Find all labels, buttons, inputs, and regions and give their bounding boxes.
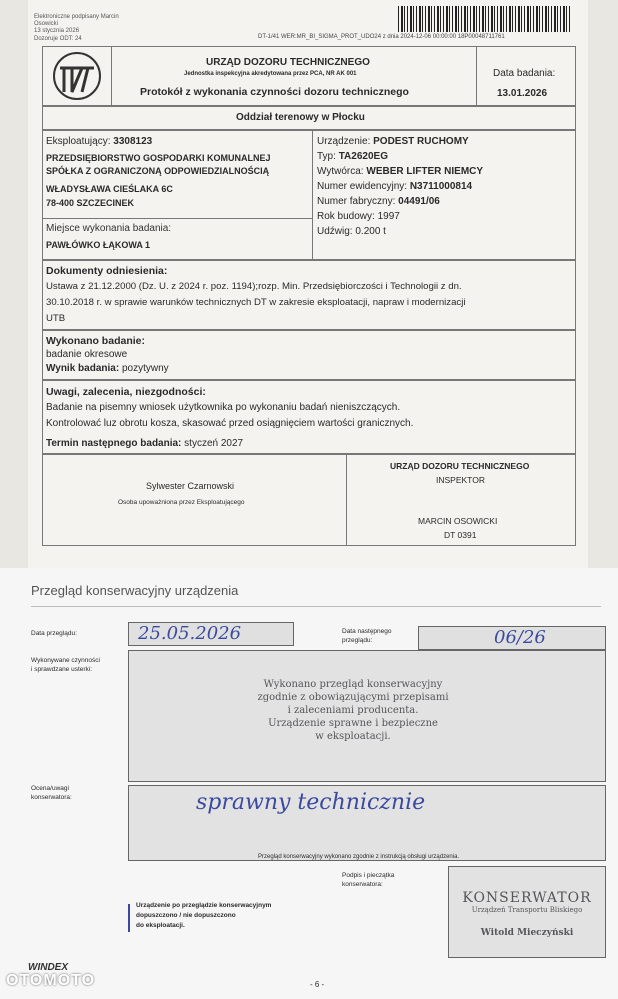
sign-label-2: konserwatora: (342, 881, 383, 888)
logo-cell (42, 46, 112, 106)
admitted-line-3: do eksploatacji. (136, 922, 185, 929)
maker-value: WEBER LIFTER NIEMCY (366, 166, 484, 177)
next-review-label-2: przeglądu: (342, 637, 373, 644)
right-signer-name: MARCIN OSOWICKI (418, 516, 498, 526)
review-title-rule (31, 606, 601, 607)
type-row (317, 151, 388, 162)
next-exam (46, 438, 243, 449)
signature-line-1: Elektroniczne podpisany Marcin (34, 14, 119, 20)
stamp-line-5: w eksploatacji. (315, 731, 391, 742)
cons-stamp-title: KONSERWATOR (462, 890, 592, 906)
serial-value: 04491/06 (398, 196, 440, 207)
stamp-line-4: Urządzenie sprawne i bezpieczne (268, 718, 438, 729)
docs-line-3: UTB (46, 313, 66, 324)
operator-label (46, 136, 152, 147)
work-label-1: Wykonywane czynności (31, 657, 100, 664)
place-value: PAWŁÓWKO ŁĄKOWA 1 (46, 240, 150, 250)
operator-id: 3308123 (113, 136, 153, 147)
year-row (317, 211, 400, 222)
column-divider (312, 130, 313, 260)
operator-name-2: SPÓŁKA Z OGRANICZONĄ ODPOWIEDZIALNOŚCIĄ (46, 166, 270, 176)
signature-line-2: Osowicki (34, 21, 59, 27)
exam-done-value: badanie okresowe (46, 349, 128, 360)
notes-line-2: Kontrolować luz obrotu kosza, skasować przed osiągnięciem wartości granicznych. (46, 418, 414, 429)
type-value: TA2620EG (338, 151, 388, 162)
e-signature-note (34, 14, 134, 35)
exam-done-label: Wykonano badanie: (46, 335, 145, 347)
load-label: Udźwig: (317, 226, 353, 237)
stamp-line-2: zgodnie z obowiązującymi przepisami (257, 692, 449, 703)
device-row (317, 136, 469, 147)
operator-name-1: PRZEDSIĘBIORSTWO GOSPODARKI KOMUNALNEJ (46, 153, 271, 163)
review-date-label: Data przeglądu: (31, 630, 77, 637)
admitted-line-2: dopuszczono / nie dopuszczono (136, 912, 236, 919)
stamp-line-3: i zaleceniami producenta. (287, 705, 419, 716)
left-signer-role: Osoba upoważniona przez Eksploatującego (118, 499, 245, 506)
udt-logo-icon (42, 46, 112, 106)
stamp-line-1: Wykonano przegląd konserwacyjny (263, 679, 443, 690)
barcode (398, 6, 570, 32)
right-org: URZĄD DOZORU TECHNICZNEGO (390, 461, 530, 471)
branch-name: Oddział terenowy w Płocku (236, 112, 365, 123)
reg-row (317, 181, 472, 192)
maker-row (317, 166, 483, 177)
year-value: 1997 (377, 211, 400, 222)
operator-label-text: Eksploatujący: (46, 136, 111, 147)
admitted-line-1: Urządzenie po przeglądzie konserwacyjnym (136, 902, 272, 909)
review-title: Przegląd konserwacyjny urządzenia (31, 583, 239, 598)
eval-value: sprawny technicznie (196, 790, 426, 815)
left-signer-name: Sylwester Czarnowski (146, 481, 235, 491)
sign-label-1: Podpis i pieczątka (342, 872, 395, 879)
docs-line-1: Ustawa z 21.12.2000 (Dz. U. z 2024 r. poz. 1194);rozp. Min. Przedsiębiorczości i Technologii z dn. (46, 281, 462, 292)
date-label: Data badania: (493, 68, 556, 79)
right-role: INSPEKTOR (436, 475, 485, 485)
protocol-title: Protokół z wykonania czynności dozoru technicznego (140, 86, 409, 98)
type-label: Typ: (317, 151, 336, 162)
docs-line-2: 30.10.2018 r. w sprawie warunków technicznych DT w zakresie eksploatacji, napraw i modernizacji (46, 297, 466, 308)
device-value: PODEST RUCHOMY (373, 136, 469, 147)
device-label: Urządzenie: (317, 136, 371, 147)
operator-street: WŁADYSŁAWA CIEŚLAKA 6C (46, 184, 173, 194)
exam-date: 13.01.2026 (497, 88, 548, 99)
reg-label: Numer ewidencyjny: (317, 181, 408, 192)
serial-label: Numer fabryczny: (317, 196, 396, 207)
signature-date: 13 stycznia 2026 (34, 28, 80, 34)
page-number: - 6 - (310, 980, 325, 989)
next-review-value: 06/26 (494, 627, 546, 648)
conservator-stamp (452, 890, 602, 938)
load-value: 0.200 t (355, 226, 386, 237)
exam-result-value: pozytywny (121, 363, 169, 374)
year-label: Rok budowy: (317, 211, 375, 222)
accreditation: Jednostka inspekcyjna akredytowana przez PCA, NR AK 001 (184, 71, 357, 77)
exam-result (46, 363, 169, 374)
review-date-value: 25.05.2026 (138, 623, 242, 644)
cons-stamp-sub: Urządzeń Transportu Bliskiego (471, 906, 583, 914)
signature-divider (346, 454, 347, 546)
dozoruje-label: Dozoruje ODT: 24 (34, 36, 82, 42)
load-row (317, 226, 386, 237)
notes-line-1: Badanie na pisemny wniosek użytkownika po wykonaniu badań nieniszczących. (46, 402, 401, 413)
pen-mark (128, 904, 130, 932)
docs-label: Dokumenty odniesienia: (46, 265, 168, 277)
work-stamp (240, 678, 466, 743)
serial-row (317, 196, 440, 207)
eval-label-1: Ocena/uwagi (31, 785, 69, 792)
document-code-line: DT-1/41 WER:MR_BI_SIGMA_PROT_UDO24 z dnia 2024-12-06 00:00:00 18P00048711761 (258, 34, 505, 40)
operator-city: 78-400 SZCZECINEK (46, 198, 135, 208)
next-exam-label: Termin następnego badania: (46, 438, 182, 449)
work-label-2: i sprawdzane usterki: (31, 666, 93, 673)
next-exam-value: styczeń 2027 (184, 438, 244, 449)
org-title: URZĄD DOZORU TECHNICZNEGO (206, 57, 370, 68)
maker-label: Wytwórca: (317, 166, 364, 177)
reg-value: N3711000814 (409, 181, 473, 192)
exam-result-label: Wynik badania: (46, 363, 120, 374)
eval-label-2: konserwatora: (31, 794, 72, 801)
footer-note: Przegląd konserwacyjny wykonano zgodnie z instrukcją obsługi urządzenia. (258, 854, 460, 860)
right-signer-id: DT 0391 (444, 530, 477, 540)
site-watermark: OTOMOTO (6, 972, 96, 989)
cons-stamp-name: Witold Mieczyński (480, 928, 574, 938)
notes-label: Uwagi, zalecenia, niezgodności: (46, 386, 206, 398)
place-label: Miejsce wykonania badania: (46, 223, 172, 234)
next-review-label-1: Data następnego (342, 628, 392, 635)
brand-logo: WINDEX (28, 962, 68, 973)
place-divider (42, 218, 312, 219)
